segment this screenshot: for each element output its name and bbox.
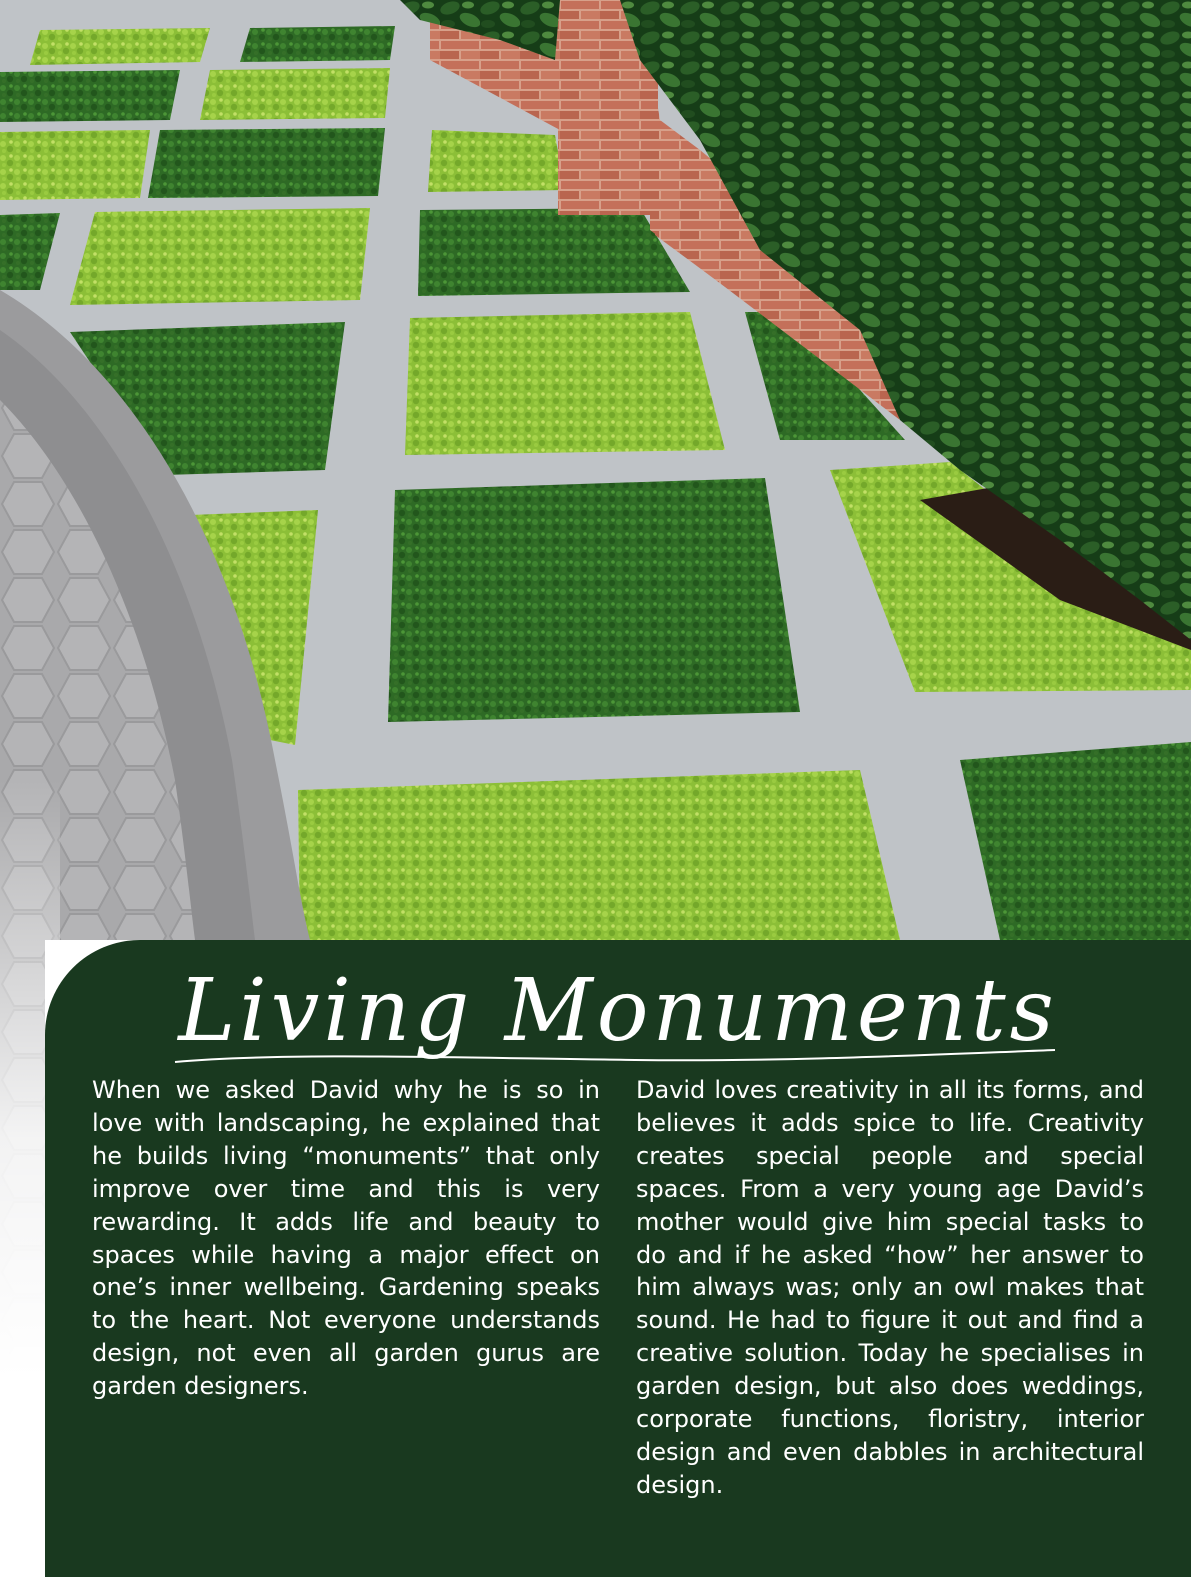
- article-panel: [45, 940, 1191, 1577]
- title-flourish-icon: [165, 1044, 1065, 1074]
- article-column-right: David loves creativity in all its forms, and believes it adds spice to life. Creativity creates special people and special spaces. From a very young age David’s mother would give him special tasks to do and if he asked “how” her answer to him always was; only an owl makes that sound. He had to figure it out and find a creative solution. Today he specialises in garden design, but also does weddings, corporate functions, floristry, interior design and even dabbles in architectural design.: [636, 1076, 1144, 1499]
- article-column-left: When we asked David why he is so in love with landscaping, he explained that he builds living “monuments” that only improve over time and this is very rewarding. It adds life and beauty to spaces while having a major effect on one’s inner wellbeing. Gardening speaks to the heart. Not everyone understands design, not even all garden gurus are garden designers.: [92, 1076, 600, 1401]
- article-title: Living Monuments: [178, 961, 1058, 1061]
